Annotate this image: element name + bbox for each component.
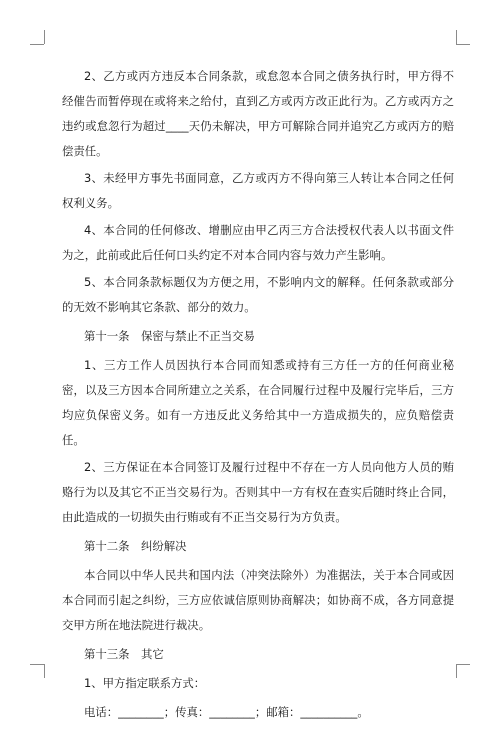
paragraph-confidentiality-2: 2、三方保证在本合同签订及履行过程中不存在一方人员向他方人员的贿赂行为以及其它不正当交易行为。否则其中一方有权在查实后随时终止合同，由此造成的一切损失由行贿或有不正当交易行为方负责。	[62, 460, 454, 524]
section-heading-11: 第十一条 保密与禁止不正当交易	[84, 329, 255, 343]
paragraph-contact-fields: 电话：________；传真：________；邮箱：__________。	[84, 705, 369, 719]
paragraph-breach-clause-2: 2、乙方或丙方违反本合同条款，或怠忽本合同之债务执行时，甲方得不经催告而暂停现在或将来之给付，直到乙方或丙方改正此行为。乙方或丙方之违约或怠忽行为超过____天仍未解决，甲方可解除合同并追究乙方或丙方的赔偿责任。	[62, 69, 454, 158]
paragraph-breach-clause-5: 5、本合同条款标题仅为方便之用，不影响内文的解释。任何条款或部分的无效不影响其它条款、部分的效力。	[62, 275, 454, 314]
paragraph-confidentiality-1: 1、三方工作人员因执行本合同而知悉或持有三方任一方的任何商业秘密，以及三方因本合同所建立之关系，在合同履行过程中及履行完毕后，三方均应负保密义务。如有一方违反此义务给其中一方造成损失的，应负赔偿责任。	[62, 358, 454, 447]
paragraph-contact-intro: 1、甲方指定联系方式：	[84, 676, 206, 690]
section-heading-12: 第十二条 纠纷解决	[84, 539, 187, 553]
paragraph-breach-clause-4: 4、本合同的任何修改、增删应由甲乙丙三方合法授权代表人以书面文件为之，此前或此后任何口头约定不对本合同内容与效力产生影响。	[62, 223, 454, 262]
document-body	[62, 64, 454, 729]
section-heading-13: 第十三条 其它	[84, 647, 164, 661]
paragraph-breach-clause-3: 3、未经甲方事先书面同意，乙方或丙方不得向第三人转让本合同之任何权利义务。	[62, 171, 454, 210]
paragraph-dispute-resolution: 本合同以中华人民共和国内法（冲突法除外）为准据法，关于本合同或因本合同而引起之纠纷，三方应依诚信原则协商解决；如协商不成，各方同意提交甲方所在地法院进行裁决。	[62, 568, 454, 632]
